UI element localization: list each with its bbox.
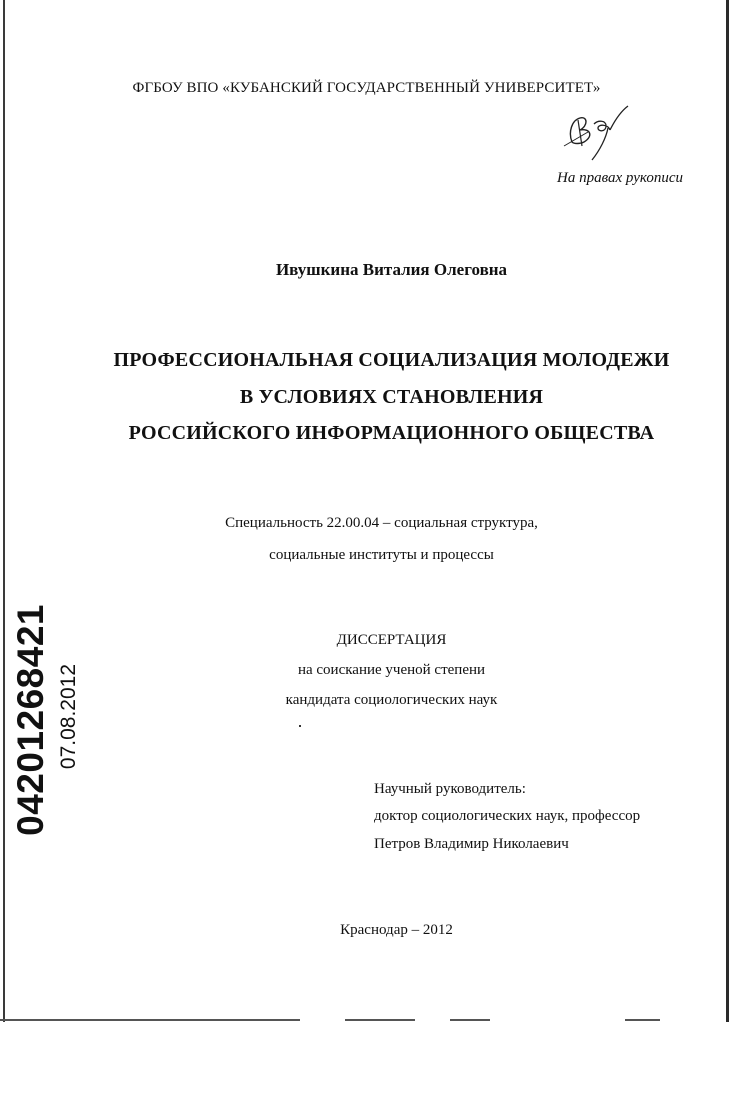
scan-bottom-rule xyxy=(625,1019,660,1021)
thesis-title-line-1: ПРОФЕССИОНАЛЬНАЯ СОЦИАЛИЗАЦИЯ МОЛОДЕЖИ xyxy=(113,349,670,371)
degree-line-1: на соискание ученой степени xyxy=(297,662,486,678)
advisor-label: Научный руководитель: xyxy=(374,781,526,797)
registration-number-stamp: 04201268421 xyxy=(10,604,51,836)
scan-edge-left xyxy=(3,0,5,1022)
advisor-degree: доктор социологических наук, профессор xyxy=(374,808,641,824)
scan-bottom-rule xyxy=(0,1019,300,1021)
advisor-name: Петров Владимир Николаевич xyxy=(374,836,569,852)
dissertation-label: ДИССЕРТАЦИЯ xyxy=(336,632,447,648)
scan-bottom-rule xyxy=(345,1019,415,1021)
handwritten-signature xyxy=(558,102,638,162)
specialty-line-1: Специальность 22.00.04 – социальная структура, xyxy=(225,515,538,531)
university-name: ФГБОУ ВПО «КУБАНСКИЙ ГОСУДАРСТВЕННЫЙ УНИВЕРСИТЕТ» xyxy=(132,80,601,96)
manuscript-note: На правах рукописи xyxy=(557,170,683,186)
scan-speck xyxy=(299,725,301,727)
thesis-title-line-3: РОССИЙСКОГО ИНФОРМАЦИОННОГО ОБЩЕСТВА xyxy=(128,422,655,444)
author-name: Ивушкина Виталия Олеговна xyxy=(275,260,508,279)
scan-edge-right xyxy=(726,0,729,1022)
thesis-title-line-2: В УСЛОВИЯХ СТАНОВЛЕНИЯ xyxy=(239,386,544,408)
degree-line-2: кандидата социологических наук xyxy=(285,692,498,708)
specialty-line-2: социальные институты и процессы xyxy=(269,547,494,563)
scan-bottom-rule xyxy=(450,1019,490,1021)
registration-date-stamp: 07.08.2012 xyxy=(57,664,80,770)
city-year: Краснодар – 2012 xyxy=(340,922,453,938)
